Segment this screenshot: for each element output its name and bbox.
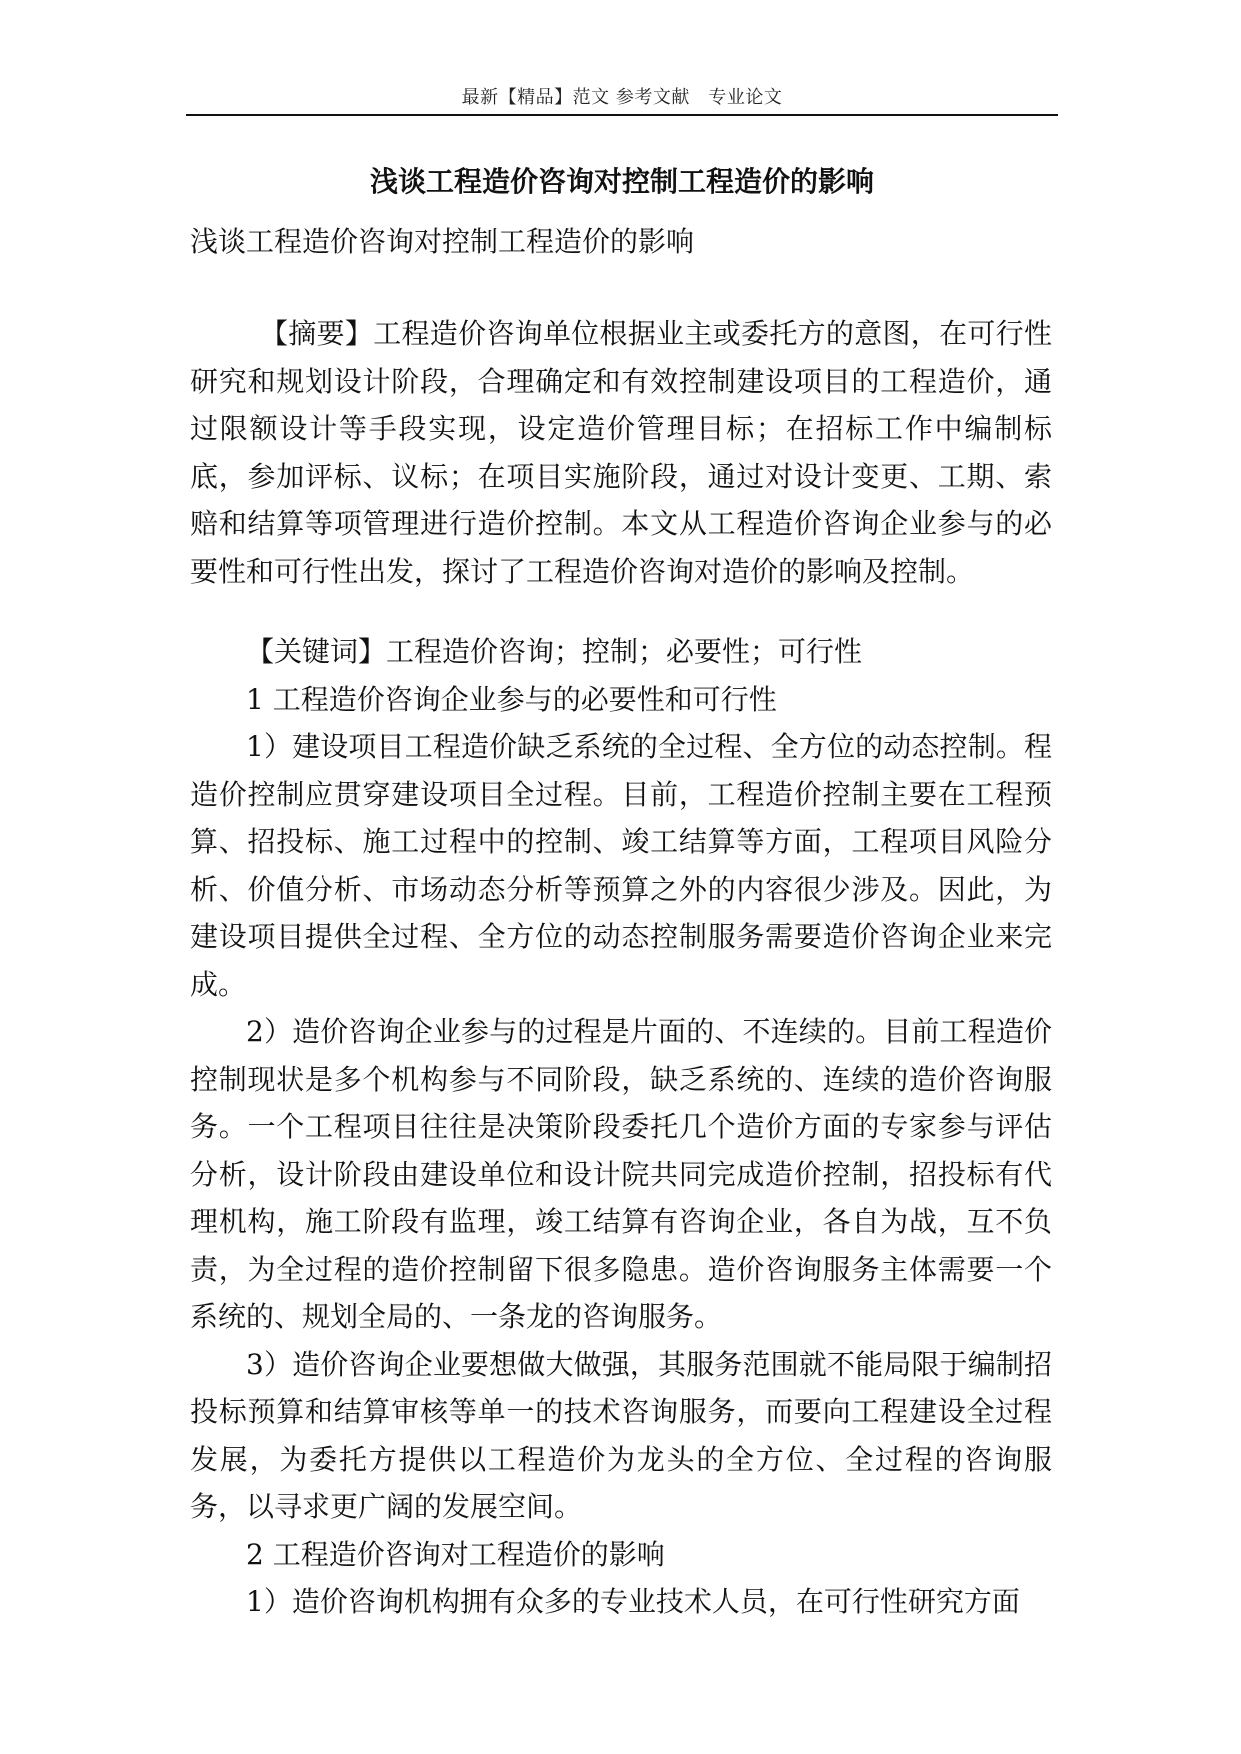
document-title: 浅谈工程造价咨询对控制工程造价的影响 [369, 165, 874, 198]
section-1-paragraph-3: 3）造价咨询企业要想做大做强，其服务范围就不能局限于编制招投标预算和结算审核等单一的技术咨询服务，而要向工程建设全过程发展，为委托方提供以工程造价为龙头的全方位、全过程的咨询服务，以寻求更广阔的发展空间。 [190, 1347, 1052, 1523]
section-1-paragraph-2: 2）造价咨询企业参与的过程是片面的、不连续的。目前工程造价控制现状是多个机构参与不同阶段，缺乏系统的、连续的造价咨询服务。一个工程项目往往是决策阶段委托几个造价方面的专家参与评估分析，设计阶段由建设单位和设计院共同完成造价控制，招投标有代理机构，施工阶段有监理，竣工结算有咨询企业，各自为战，互不负责，为全过程的造价控制留下很多隐患。造价咨询服务主体需要一个系统的、规划全局的、一条龙的咨询服务。 [190, 1015, 1052, 1333]
abstract-label: 【摘要】 [260, 317, 374, 350]
abstract-section [190, 310, 1052, 595]
keywords-paragraph [190, 628, 1052, 676]
header-divider [186, 114, 1058, 116]
main-body [190, 628, 1052, 1626]
abstract-paragraph [190, 310, 1052, 595]
section-2-heading: 2 工程造价咨询对工程造价的影响 [246, 1537, 665, 1571]
section-2-paragraph-1: 1）造价咨询机构拥有众多的专业技术人员，在可行性研究方面 [246, 1585, 1020, 1618]
running-header: 最新【精品】范文 参考文献 专业论文 [461, 87, 783, 108]
abstract-text: 工程造价咨询单位根据业主或委托方的意图，在可行性研究和规划设计阶段，合理确定和有效控制建设项目的工程造价，通过限额设计等手段实现，设定造价管理目标；在招标工作中编制标底，参加评标、议标；在项目实施阶段，通过对设计变更、工期、索赔和结算等项管理进行造价控制。本文从工程造价咨询企业参与的必要性和可行性出发，探讨了工程造价咨询对造价的影响及控制。 [190, 317, 1052, 588]
section-1-paragraph-1: 1）建设项目工程造价缺乏系统的全过程、全方位的动态控制。程造价控制应贯穿建设项目全过程。目前，工程造价控制主要在工程预算、招投标、施工过程中的控制、竣工结算等方面，工程项目风险分析、价值分析、市场动态分析等预算之外的内容很少涉及。因此，为建设项目提供全过程、全方位的动态控制服务需要造价咨询企业来完成。 [190, 730, 1052, 1001]
section-1-heading: 1 工程造价咨询企业参与的必要性和可行性 [246, 682, 777, 716]
keywords-text: 工程造价咨询；控制；必要性；可行性 [386, 635, 863, 668]
document-subtitle: 浅谈工程造价咨询对控制工程造价的影响 [190, 225, 695, 258]
keywords-label: 【关键词】 [246, 635, 387, 668]
